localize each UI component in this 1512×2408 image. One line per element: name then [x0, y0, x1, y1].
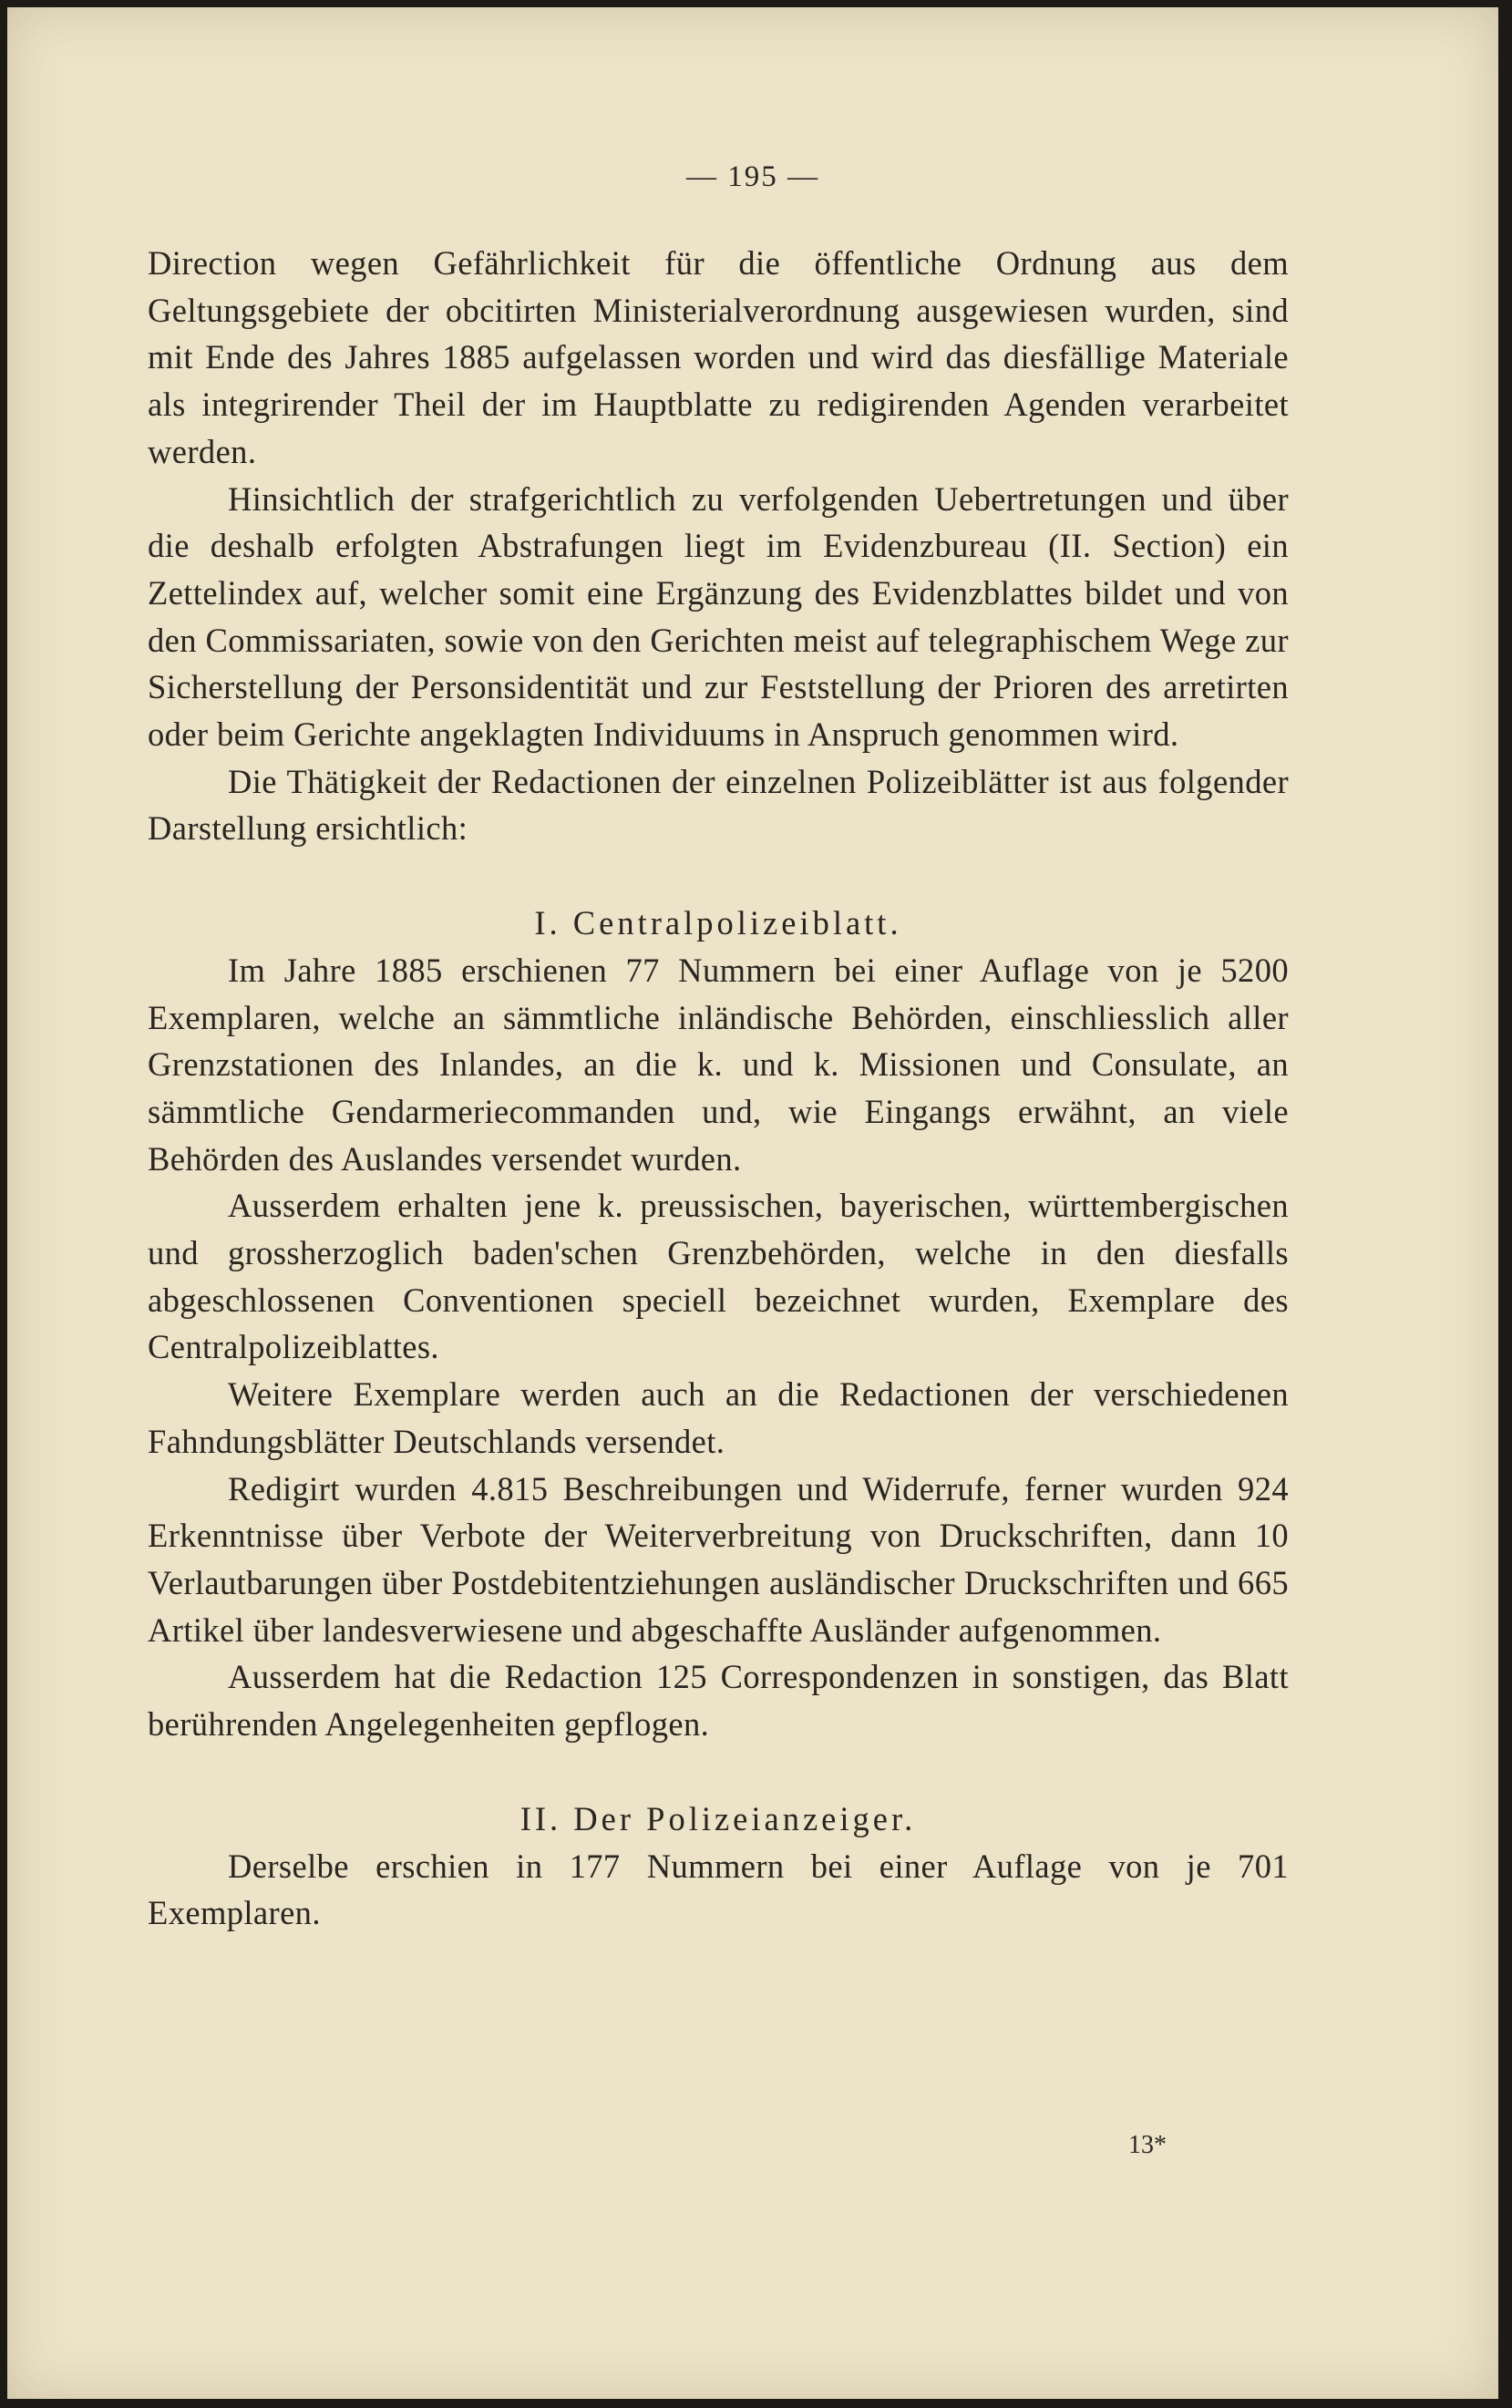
paragraph-derselbe: Derselbe erschien in 177 Nummern bei einer Auflage von je 701 Exemplaren.	[148, 1847, 1289, 1932]
paragraph-jahre-1885: Im Jahre 1885 erschienen 77 Nummern bei einer Auflage von je 5200 Exemplaren, welche an sämmtliche inländische Behörden, einschliesslich aller Grenzstationen des Inlandes, an die k. und k. Missionen und Consulate, an sämmtliche Gendarmeriecommanden und, wie Eingangs erwähnt, an viele Behörden des Auslandes versendet wurden.	[148, 951, 1289, 1178]
signature-mark: 13*	[1128, 2131, 1167, 2159]
paragraph-continuation: Direction wegen Gefährlichkeit für die öffentliche Ordnung aus dem Geltungsgebiete der obcitirten Ministerialverordnung ausgewiesen wurden, sind mit Ende des Jahres 1885 aufgelassen worden und wird das diesfällige Materiale als integrirender Theil der im Hauptblatte zu redigirenden Agenden verarbeitet werden.	[148, 244, 1289, 470]
page-number: — 195 —	[686, 160, 819, 193]
scanned-page	[7, 7, 1498, 2399]
paragraph-uebertretungen: Hinsichtlich der strafgerichtlich zu verfolgenden Uebertretungen und über die deshalb erfolgten Abstrafungen liegt im Evidenzbureau (II. Section) ein Zettelindex auf, welcher somit eine Ergänzung des Evidenzblattes bildet und von den Commissariaten, sowie von den Gerichten meist auf telegraphischem Wege zur Sicherstellung der Personsidentität und zur Feststellung der Prioren des arretirten oder beim Gerichte angeklagten Individuums in Anspruch genommen wird.	[148, 479, 1289, 754]
paragraph-redigirt: Redigirt wurden 4.815 Beschreibungen und Widerrufe, ferner wurden 924 Erkenntnisse über Verbote der Weiterverbreitung von Druckschriften, dann 10 Verlautbarungen über Postdebitentziehungen ausländischer Druckschriften und 665 Artikel über landesverwiesene und abgeschaffte Ausländer aufgenommen.	[148, 1469, 1289, 1649]
paragraph-ausserdem-grenzbehoerden: Ausserdem erhalten jene k. preussischen, bayerischen, württembergischen und grossherzoglich baden'schen Grenzbehörden, welche in den diesfalls abgeschlossenen Conventionen speciell bezeichnet wurden, Exemplare des Centralpolizeiblattes.	[148, 1187, 1289, 1366]
paragraph-correspondenzen: Ausserdem hat die Redaction 125 Correspondenzen in sonstigen, das Blatt berührenden Angelegenheiten gepflogen.	[148, 1658, 1289, 1744]
section-heading-polizeianzeiger: II. Der Polizeianzeiger.	[519, 1799, 917, 1837]
paragraph-weitere-exemplare: Weitere Exemplare werden auch an die Redactionen der verschiedenen Fahndungsblätter Deutschlands versendet.	[148, 1375, 1289, 1460]
section-heading-centralpolizeiblatt: I. Centralpolizeiblatt.	[534, 904, 902, 942]
paragraph-redactionen: Die Thätigkeit der Redactionen der einzelnen Polizeiblätter ist aus folgender Darstellung ersichtlich:	[148, 762, 1289, 848]
body-text	[148, 240, 1289, 1937]
